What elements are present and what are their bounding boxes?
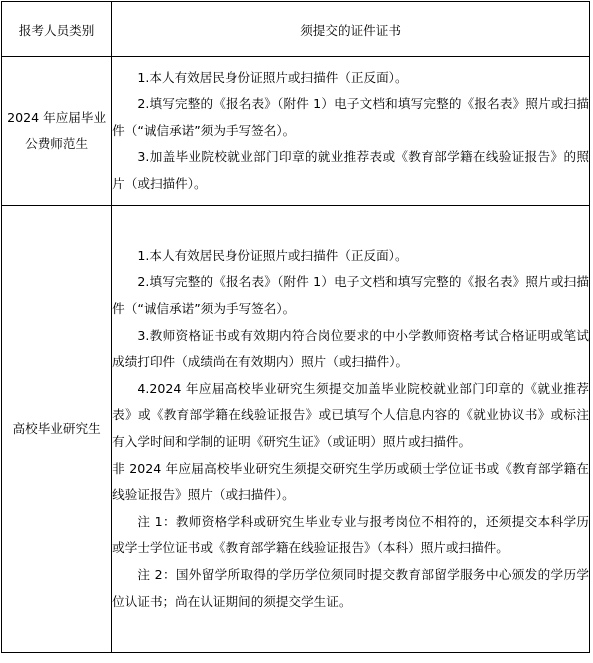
document-item: 非 2024 年应届高校毕业研究生须提交研究生学历或硕士学位证书或《教育部学籍在线验证报告》照片（或扫描件）。 <box>112 460 589 503</box>
note-item: 注 1：教师资格学科或研究生毕业专业与报考岗位不相符的，还须提交本科学历或学士学位证书或《教育部学籍在线验证报告》（本科）照片或扫描件。 <box>112 513 589 556</box>
document-item: 3.教师资格证书或有效期内符合岗位要求的中小学教师资格考试合格证明或笔试成绩打印件（成绩尚在有效期内）照片（或扫描件）。 <box>112 327 589 370</box>
header-category: 报考人员类别 <box>2 2 112 57</box>
table-row <box>2 206 590 653</box>
category-cell: 高校毕业研究生 <box>2 206 112 653</box>
document-item: 1.本人有效居民身份证照片或扫描件（正反面）。 <box>137 69 408 85</box>
header-documents: 须提交的证件证书 <box>112 2 590 57</box>
document-item: 1.本人有效居民身份证照片或扫描件（正反面）。 <box>137 247 408 263</box>
document-item: 2.填写完整的《报名表》（附件 1）电子文档和填写完整的《报名表》照片或扫描件（“诚信承诺”须为手写签名）。 <box>112 96 589 138</box>
documents-cell <box>112 57 590 206</box>
table-header-row <box>2 2 590 57</box>
document-item: 2.填写完整的《报名表》（附件 1）电子文档和填写完整的《报名表》照片或扫描件（“诚信承诺”须为手写签名）。 <box>112 274 589 317</box>
note-item: 注 2：国外留学所取得的学历学位须同时提交教育部留学服务中心颁发的学历学位认证书；尚在认证期间的须提交学生证。 <box>112 566 589 609</box>
document-item: 3.加盖毕业院校就业部门印章的就业推荐表或《教育部学籍在线验证报告》的照片（或扫描件）。 <box>112 149 589 191</box>
requirements-table <box>1 1 590 653</box>
documents-cell <box>112 206 590 653</box>
category-cell: 2024 年应届毕业公费师范生 <box>2 57 112 206</box>
table-row <box>2 57 590 206</box>
document-item: 4.2024 年应届高校毕业研究生须提交加盖毕业院校就业部门印章的《就业推荐表》或《教育部学籍在线验证报告》或已填写个人信息内容的《就业协议书》或标注有入学时间和学制的证明《研究生证》（或证明）照片或扫描件。 <box>112 380 589 449</box>
